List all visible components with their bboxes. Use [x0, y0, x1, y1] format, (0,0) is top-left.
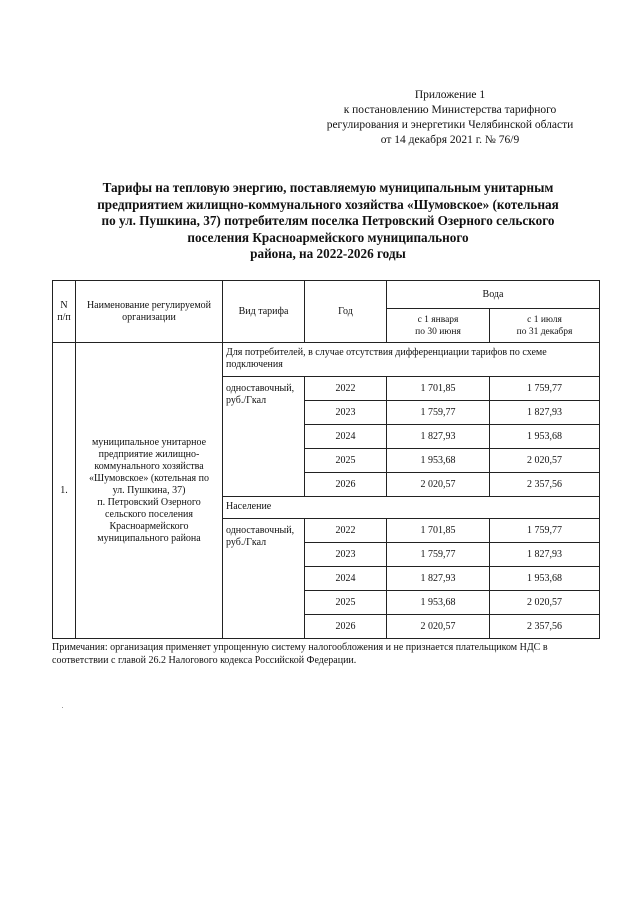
value-cell: 1 827,93	[387, 425, 490, 449]
appendix-line: Приложение 1	[414, 89, 486, 101]
header-water: Вода	[387, 281, 600, 309]
footnote-line: соответствии с главой 26.2 Налогового кодекса Российской Федерации.	[52, 654, 357, 666]
value-cell: 1 759,77	[490, 377, 600, 401]
header-number: N п/п	[53, 281, 76, 343]
value-cell: 2 020,57	[490, 591, 600, 615]
group-label-row	[53, 343, 600, 377]
value-cell: 1 953,68	[490, 567, 600, 591]
value-cell: 1 759,77	[387, 401, 490, 425]
year-cell: 2026	[305, 615, 387, 639]
value-cell: 1 953,68	[387, 591, 490, 615]
tariff-type-cell: одноставочный, руб./Гкал	[223, 519, 305, 639]
value-cell: 1 827,93	[490, 401, 600, 425]
header-year: Год	[305, 281, 387, 343]
tariff-table	[52, 280, 600, 639]
title-line: поселения Красноармейского муниципального	[187, 229, 469, 245]
tariff-type-cell: одноставочный, руб./Гкал	[223, 377, 305, 497]
value-cell: 2 020,57	[387, 615, 490, 639]
appendix-header	[300, 88, 600, 148]
scan-speck	[62, 707, 63, 708]
value-cell: 1 827,93	[490, 543, 600, 567]
year-cell: 2023	[305, 401, 387, 425]
year-cell: 2024	[305, 425, 387, 449]
title-line: Тарифы на тепловую энергию, поставляемую муниципальным унитарным	[102, 180, 554, 195]
header-period-1: с 1 января по 30 июня	[387, 309, 490, 343]
group-label: Население	[223, 497, 600, 519]
value-cell: 1 759,77	[387, 543, 490, 567]
table-header-row	[53, 281, 600, 309]
title-line: района, на 2022-2026 годы	[250, 246, 406, 261]
footnote-line: Примечания: организация применяет упрощенную систему налогообложения и не признается плательщиком НДС в	[52, 642, 548, 653]
value-cell: 1 701,85	[387, 519, 490, 543]
header-tariff-type: Вид тарифа	[223, 281, 305, 343]
title-line: предприятием жилищно-коммунального хозяйства «Шумовское» (котельная	[97, 196, 559, 212]
header-period-2: с 1 июля по 31 декабря	[490, 309, 600, 343]
appendix-line: от 14 декабря 2021 г. № 76/9	[380, 134, 520, 146]
year-cell: 2025	[305, 449, 387, 473]
row-number: 1.	[53, 343, 76, 639]
group-label: Для потребителей, в случае отсутствия дифференциации тарифов по схеме подключения	[223, 343, 600, 377]
value-cell: 2 020,57	[387, 473, 490, 497]
year-cell: 2026	[305, 473, 387, 497]
year-cell: 2022	[305, 377, 387, 401]
year-cell: 2023	[305, 543, 387, 567]
value-cell: 1 953,68	[387, 449, 490, 473]
footnote	[52, 642, 612, 667]
appendix-line: регулирования и энергетики Челябинской области	[326, 119, 574, 131]
value-cell: 1 759,77	[490, 519, 600, 543]
value-cell: 1 827,93	[387, 567, 490, 591]
organization-name: муниципальное унитарное предприятие жилищно- коммунального хозяйства «Шумовское» (котельная по ул. Пушкина, 37) п. Петровский Озерного сельского поселения Красноармейского муниципального района	[76, 343, 223, 639]
value-cell: 2 357,56	[490, 473, 600, 497]
year-cell: 2024	[305, 567, 387, 591]
value-cell: 2 020,57	[490, 449, 600, 473]
value-cell: 2 357,56	[490, 615, 600, 639]
header-organization: Наименование регулируемой организации	[76, 281, 223, 343]
document-title	[62, 180, 594, 263]
value-cell: 1 953,68	[490, 425, 600, 449]
value-cell: 1 701,85	[387, 377, 490, 401]
year-cell: 2022	[305, 519, 387, 543]
year-cell: 2025	[305, 591, 387, 615]
appendix-line: к постановлению Министерства тарифного	[343, 104, 557, 116]
title-line: по ул. Пушкина, 37) потребителям поселка Петровский Озерного сельского	[101, 213, 555, 228]
